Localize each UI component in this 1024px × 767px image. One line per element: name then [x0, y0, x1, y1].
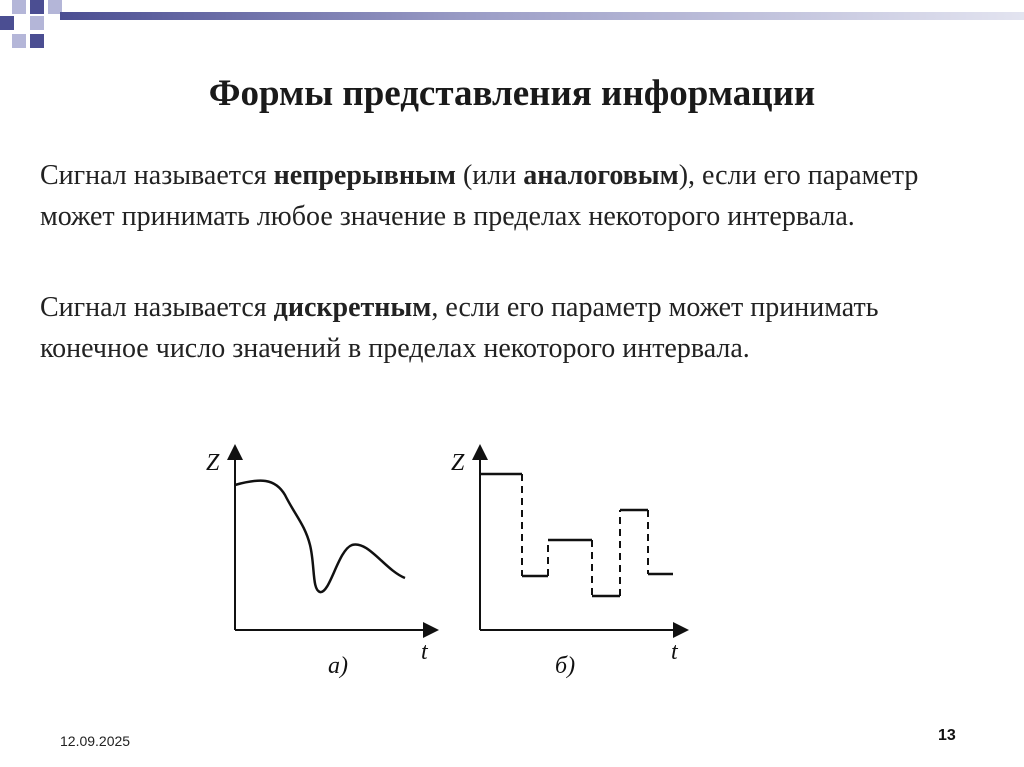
p2-text-1: Сигнал называется — [40, 292, 274, 323]
header-bar — [60, 12, 1024, 20]
discrete-signal-transitions — [522, 474, 648, 596]
corner-squares-decoration — [0, 0, 1024, 60]
left-x-label: t — [421, 639, 428, 665]
p1-bold-analog: аналоговым — [523, 160, 679, 191]
right-y-label: Z — [451, 450, 465, 476]
discrete-signal-levels — [480, 474, 673, 596]
discrete-signal-graph — [451, 448, 685, 679]
p2-text-2: , если его параметр может принимать конечное число значений в пределах некоторого интервала. — [40, 292, 879, 364]
right-x-label: t — [671, 639, 678, 665]
p1-text-2: (или — [455, 160, 524, 191]
paragraph-discrete — [40, 287, 990, 369]
footer-date: 12.09.2025 — [60, 733, 131, 749]
right-caption: б) — [555, 653, 576, 679]
slide-title: Формы представления информации — [208, 73, 816, 114]
signal-graphs — [190, 430, 710, 690]
p1-text-3: ), если его параметр может принимать любое значение в пределах некоторого интервала. — [40, 160, 919, 232]
p1-bold-continuous: непрерывным — [273, 160, 456, 191]
continuous-signal-curve — [235, 481, 405, 592]
left-y-label: Z — [206, 450, 220, 476]
page-number: 13 — [938, 727, 956, 744]
p2-bold-discrete: дискретным — [273, 292, 432, 323]
left-caption: а) — [328, 653, 348, 679]
continuous-signal-graph — [206, 448, 435, 679]
p1-text-1: Сигнал называется — [40, 160, 274, 191]
paragraph-continuous — [40, 155, 990, 237]
